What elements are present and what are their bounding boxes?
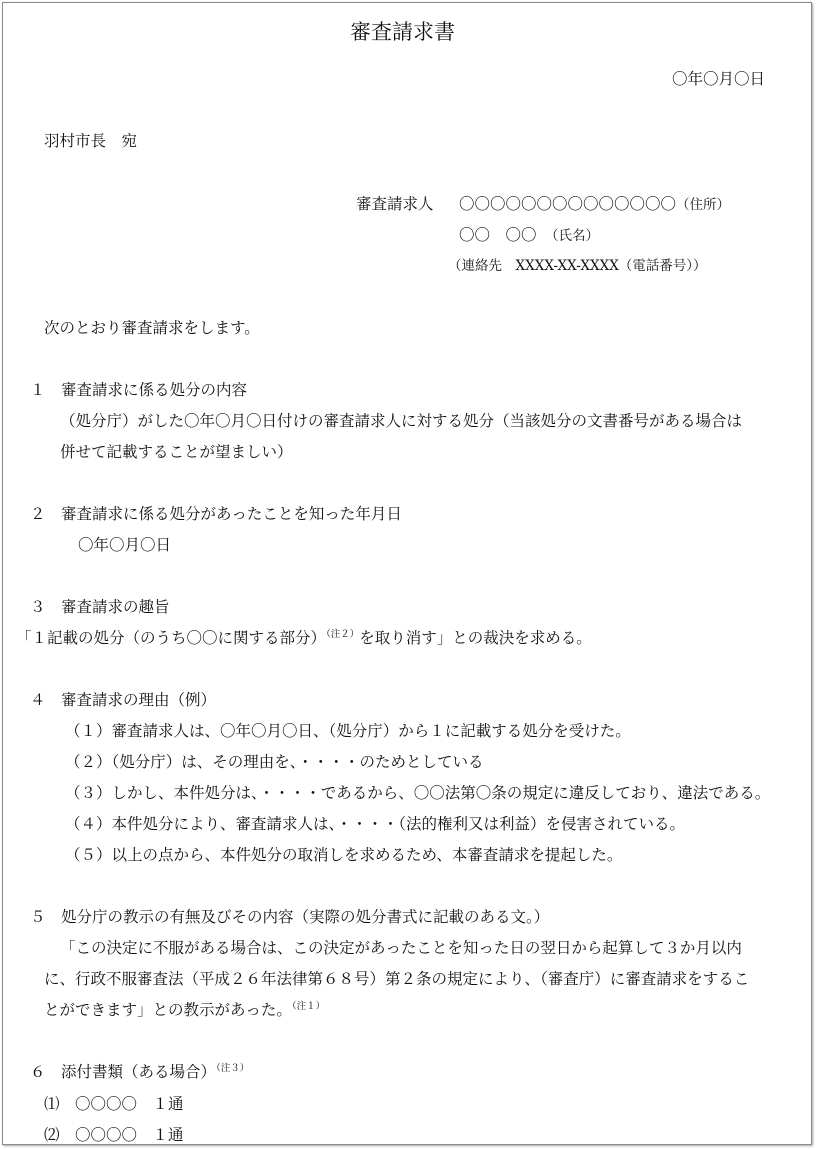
requester-address-note: （住所）: [676, 197, 730, 213]
section-5-line-3: とができます」との教示があった。: [44, 1001, 292, 1019]
section-3-heading: ３ 審査請求の趣旨: [30, 598, 170, 616]
section-3-text-a: 「１記載の処分（のうち〇〇に関する部分）: [16, 629, 327, 647]
section-1-line: 併せて記載することが望ましい）: [60, 443, 293, 461]
section-3-text-b: を取り消す」との裁決を求める。: [359, 629, 592, 647]
requester-name-note: （氏名）: [545, 228, 599, 244]
requester-contact: （連絡先 XXXX-XX-XXXX（電話番号））: [448, 258, 707, 274]
addressee: 羽村市長 宛: [44, 132, 138, 150]
section-4-item: （５）以上の点から、本件処分の取消しを求めるため、本審査請求を提起した。: [65, 846, 623, 864]
section-1-line: （処分庁）がした〇年〇月〇日付けの審査請求人に対する処分（当該処分の文書番号がある場合は: [60, 412, 743, 430]
requester-address: 〇〇〇〇〇〇〇〇〇〇〇〇〇〇: [459, 195, 677, 213]
section-5-heading: ５ 処分庁の教示の有無及びその内容（実際の処分書式に記載のある文。）: [30, 908, 550, 926]
intro-text: 次のとおり審査請求をします。: [44, 319, 260, 337]
section-5-line: に、行政不服審査法（平成２６年法律第６８号）第２条の規定により、（審査庁）に審査請求をするこ: [44, 970, 750, 988]
section-2-heading: ２ 審査請求に係る処分があったことを知った年月日: [30, 505, 402, 523]
requester-label: 審査請求人: [356, 195, 434, 213]
attachment-item: ⑴ 〇〇〇〇 １通: [44, 1095, 184, 1113]
document-title: 審査請求書: [350, 20, 455, 44]
section-5-line: [44, 1000, 325, 1020]
section-4-item: （２）（処分庁）は、その理由を、・・・・のためとしている: [65, 753, 484, 771]
section-5-note: （注１）: [291, 1001, 326, 1012]
section-5-line: 「この決定に不服がある場合は、この決定があったことを知った日の翌日から起算して３か月以内: [60, 939, 742, 957]
requester-name: 〇〇 〇〇: [459, 226, 537, 244]
section-6-heading: [30, 1062, 249, 1082]
section-4-item: （３）しかし、本件処分は、・・・・であるから、〇〇法第〇条の規定に違反しており、違法である。: [65, 784, 771, 802]
section-3-note: （注２）: [326, 629, 360, 640]
section-4-heading: ４ 審査請求の理由（例）: [30, 691, 217, 709]
section-3-text: [16, 628, 592, 648]
section-2-date: 〇年〇月〇日: [78, 536, 172, 554]
attachment-item: ⑵ 〇〇〇〇 １通: [44, 1126, 184, 1144]
section-4-item: （１）審査請求人は、〇年〇月〇日、（処分庁）から１に記載する処分を受けた。: [65, 722, 631, 740]
section-1-heading: １ 審査請求に係る処分の内容: [30, 381, 248, 399]
section-6-note: （注３）: [216, 1063, 250, 1074]
section-4-item: （４）本件処分により、審査請求人は、・・・・（法的権利又は利益）を侵害されている。: [65, 815, 686, 833]
section-6-heading-text: ６ 添付書類（ある場合）: [30, 1063, 217, 1081]
document-date: 〇年〇月〇日: [672, 70, 766, 88]
